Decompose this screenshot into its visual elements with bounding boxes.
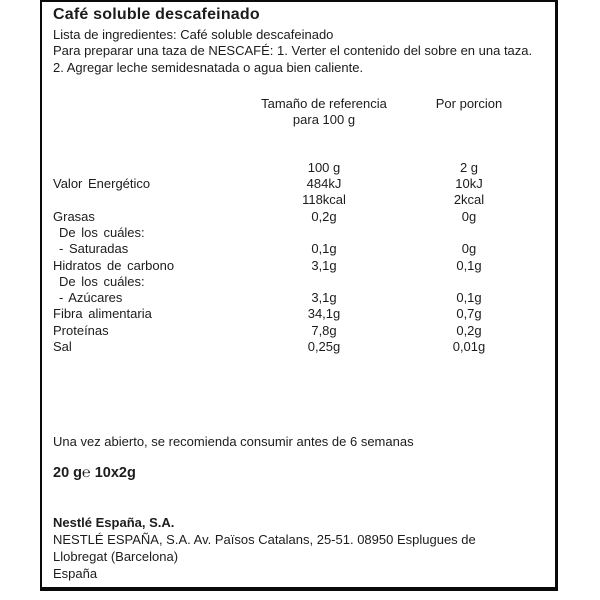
table-row xyxy=(53,306,553,322)
per-100g-value: 0,1g xyxy=(311,241,337,257)
nutrient-label: Hidratos de carbono xyxy=(53,257,175,273)
nutrient-label: Grasas xyxy=(53,208,95,224)
header-spacer xyxy=(53,96,254,129)
nutrient-label xyxy=(53,192,254,208)
nutrient-label: De los cuáles: xyxy=(59,225,145,240)
per-100g-value: 100 g xyxy=(307,159,341,175)
per-portion-value: 0,7g xyxy=(456,306,482,322)
per-portion-value: 10kJ xyxy=(455,176,483,192)
table-row xyxy=(53,209,553,225)
nutrient-label: Valor Energético xyxy=(53,176,151,192)
table-row xyxy=(53,290,553,306)
label-header xyxy=(53,4,549,76)
per-portion-value: 0,1g xyxy=(456,290,482,306)
per-100g-value: 118kcal xyxy=(302,192,346,208)
per-portion-value: 0g xyxy=(461,241,477,257)
per-100g-value: 484kJ xyxy=(306,176,342,192)
manufacturer-address-line2: Llobregat (Barcelona) xyxy=(53,548,179,564)
product-label-box xyxy=(40,0,558,591)
per-portion-value: 0g xyxy=(461,208,477,224)
per-100g-value: 3,1g xyxy=(311,290,337,306)
per-portion-value: 0,01g xyxy=(452,339,486,355)
per-100g-value: 3,1g xyxy=(311,257,337,273)
manufacturer-info xyxy=(53,515,545,583)
table-gap xyxy=(53,129,553,160)
nutrient-label: Proteínas xyxy=(53,322,109,338)
reference-column-header: Tamaño de referencia para 100 g xyxy=(261,96,387,128)
table-row xyxy=(53,192,553,208)
table-row xyxy=(53,258,553,274)
per-portion-value: 2kcal xyxy=(453,192,485,208)
per-portion-value: 2 g xyxy=(459,159,479,175)
nutrition-rows xyxy=(53,160,553,356)
nutrient-label: Sal xyxy=(53,339,72,355)
nutrient-label xyxy=(53,160,254,176)
per-portion-value xyxy=(394,274,544,290)
per-100g-value xyxy=(254,225,394,241)
table-row xyxy=(53,176,553,192)
manufacturer-country: España xyxy=(53,565,98,581)
manufacturer-address-line1: NESTLÉ ESPAÑA, S.A. Av. Països Catalans, 25-51. 08950 Esplugues de xyxy=(53,531,476,547)
preparation-instructions: Para preparar una taza de NESCAFÉ: 1. Verter el contenido del sobre en una taza. 2. Agregar leche semidesnatada o agua bien caliente. xyxy=(53,43,533,75)
per-portion-value xyxy=(394,225,544,241)
table-row xyxy=(53,274,553,290)
per-100g-value: 0,25g xyxy=(307,339,341,355)
nutrient-label: Fibra alimentaria xyxy=(53,306,152,322)
ingredients-list: Lista de ingredientes: Café soluble descafeinado xyxy=(53,27,334,42)
nutrient-label: - Azúcares xyxy=(59,290,123,306)
per-100g-value xyxy=(254,274,394,290)
product-title: Café soluble descafeinado xyxy=(53,6,260,23)
table-row xyxy=(53,160,553,176)
per-portion-value: 0,1g xyxy=(456,257,482,273)
net-weight: 20 g℮ 10x2g xyxy=(53,465,136,481)
per-100g-value: 0,2g xyxy=(311,208,337,224)
portion-column-header: Por porcion xyxy=(435,96,503,111)
manufacturer-name: Nestlé España, S.A. xyxy=(53,515,175,530)
storage-notice: Una vez abierto, se recomienda consumir antes de 6 semanas xyxy=(53,434,414,449)
nutrient-label: - Saturadas xyxy=(59,241,129,257)
table-row xyxy=(53,225,553,241)
table-row xyxy=(53,323,553,339)
nutrient-label: De los cuáles: xyxy=(59,273,145,289)
nutrition-table xyxy=(53,96,553,355)
table-row xyxy=(53,339,553,355)
per-100g-value: 34,1g xyxy=(307,306,341,322)
per-portion-value: 0,2g xyxy=(456,322,482,338)
nutrition-table-header xyxy=(53,96,553,129)
per-100g-value: 7,8g xyxy=(311,322,337,338)
table-row xyxy=(53,241,553,257)
